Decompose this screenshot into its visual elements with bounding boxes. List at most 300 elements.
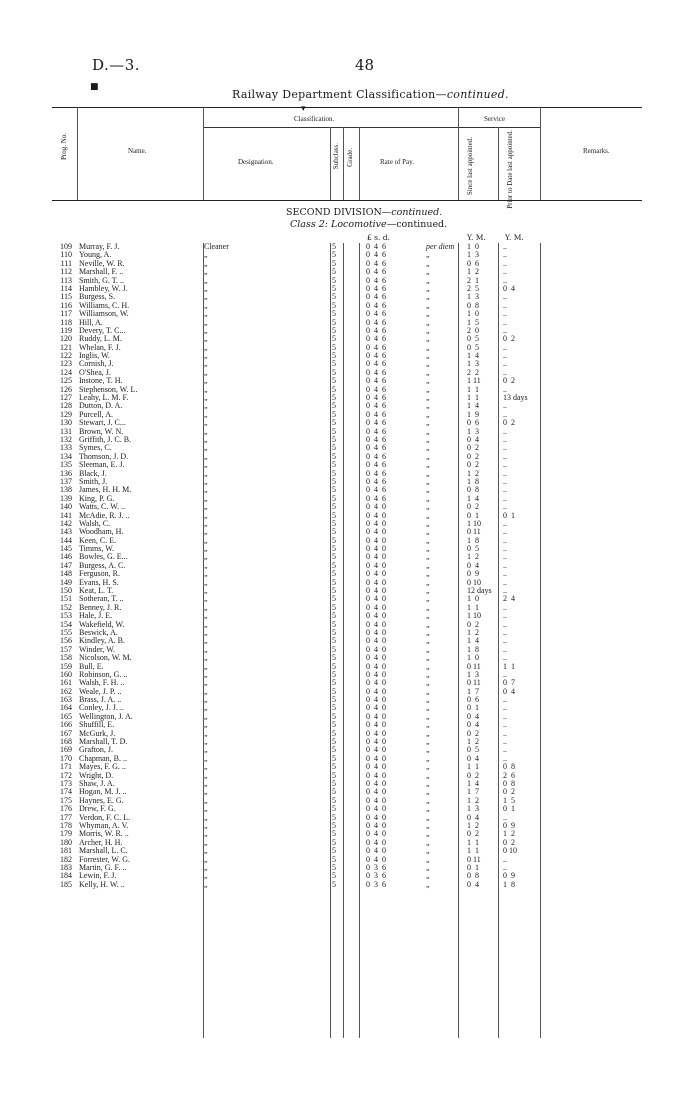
service-prior: 0 4 bbox=[503, 283, 515, 293]
service-prior: .. bbox=[503, 552, 507, 562]
pay-note: „ bbox=[426, 426, 431, 436]
employee-name: Hambley, W. J. bbox=[79, 283, 128, 293]
prog-number: 133 bbox=[60, 443, 72, 453]
service-prior: 0 8 bbox=[503, 762, 515, 772]
prog-number: 157 bbox=[60, 644, 72, 654]
service-since-last: 2 5 bbox=[467, 283, 479, 293]
pay-note: „ bbox=[426, 820, 431, 830]
pay-note: „ bbox=[426, 283, 431, 293]
header-prog-no: Prog. No. bbox=[60, 133, 68, 161]
pay-note: „ bbox=[426, 879, 431, 889]
subclass: 5 bbox=[332, 703, 336, 713]
service-since-last: 1 9 bbox=[467, 409, 479, 419]
prog-number: 152 bbox=[60, 602, 72, 612]
service-since-last: 1 1 bbox=[467, 393, 479, 403]
rate-of-pay: 0 4 6 bbox=[366, 468, 386, 478]
pay-note: „ bbox=[426, 351, 431, 361]
service-prior: .. bbox=[503, 426, 507, 436]
prog-number: 172 bbox=[60, 770, 72, 780]
prog-number: 165 bbox=[60, 711, 72, 721]
rate-of-pay: 0 4 0 bbox=[366, 820, 386, 830]
pay-note: „ bbox=[426, 829, 431, 839]
header-grade: Grade. bbox=[346, 148, 354, 167]
employee-name: Hill, A. bbox=[79, 317, 103, 327]
header-prior-to-date: Prior to Date last appointed. bbox=[506, 130, 514, 209]
rate-of-pay: 0 4 0 bbox=[366, 569, 386, 579]
pay-note: „ bbox=[426, 451, 431, 461]
prog-number: 149 bbox=[60, 577, 72, 587]
subclass: 5 bbox=[332, 594, 336, 604]
subclass: 5 bbox=[332, 451, 336, 461]
subclass: 5 bbox=[332, 275, 336, 285]
service-prior: .. bbox=[503, 644, 507, 654]
header-sep-7 bbox=[498, 127, 499, 200]
service-prior: .. bbox=[503, 544, 507, 554]
prog-number: 162 bbox=[60, 686, 72, 696]
rate-of-pay: 0 4 0 bbox=[366, 502, 386, 512]
service-since-last: 1 2 bbox=[467, 552, 479, 562]
employee-name: Beswick, A. bbox=[79, 627, 118, 637]
pay-note: „ bbox=[426, 325, 431, 335]
employee-name: Keen, C. E. bbox=[79, 535, 117, 545]
designation: „ bbox=[204, 300, 208, 310]
prog-number: 137 bbox=[60, 476, 72, 486]
rate-of-pay: 0 4 6 bbox=[366, 384, 386, 394]
prog-number: 128 bbox=[60, 401, 72, 411]
service-since-last: 2 2 bbox=[467, 367, 479, 377]
service-prior: .. bbox=[503, 309, 507, 319]
designation: „ bbox=[204, 720, 208, 730]
header-service: Service bbox=[484, 115, 505, 123]
prog-number: 176 bbox=[60, 804, 72, 814]
employee-name: Nicolson, W. M. bbox=[79, 653, 132, 663]
designation: „ bbox=[204, 678, 208, 688]
rate-of-pay: 0 3 6 bbox=[366, 862, 386, 872]
pay-note: „ bbox=[426, 250, 431, 260]
rate-of-pay: 0 4 6 bbox=[366, 334, 386, 344]
rate-of-pay: 0 4 6 bbox=[366, 401, 386, 411]
employee-name: Symes, C. bbox=[79, 443, 112, 453]
prog-number: 181 bbox=[60, 846, 72, 856]
employee-name: Dutton, D. A. bbox=[79, 401, 123, 411]
employee-name: Murray, F. J. bbox=[79, 242, 120, 251]
rate-of-pay: 0 4 0 bbox=[366, 770, 386, 780]
designation: „ bbox=[204, 518, 208, 528]
page-number: 48 bbox=[355, 56, 375, 74]
pay-note: „ bbox=[426, 401, 431, 411]
designation: „ bbox=[204, 611, 208, 621]
pay-note: „ bbox=[426, 393, 431, 403]
designation: „ bbox=[204, 644, 208, 654]
designation: „ bbox=[204, 762, 208, 772]
rate-of-pay: 0 4 0 bbox=[366, 812, 386, 822]
service-prior: .. bbox=[503, 267, 507, 277]
employee-name: Inglis, W. bbox=[79, 351, 110, 361]
designation: „ bbox=[204, 577, 208, 587]
pay-note: „ bbox=[426, 460, 431, 470]
header-rate-of-pay: Rate of Pay. bbox=[380, 158, 414, 166]
service-prior: .. bbox=[503, 569, 507, 579]
header-remarks: Remarks. bbox=[583, 147, 610, 155]
rate-of-pay: 0 3 6 bbox=[366, 871, 386, 881]
pay-note: „ bbox=[426, 317, 431, 327]
pay-note: „ bbox=[426, 686, 431, 696]
rate-of-pay: 0 4 0 bbox=[366, 711, 386, 721]
service-since-last: 0 6 bbox=[467, 695, 479, 705]
pay-note: „ bbox=[426, 535, 431, 545]
service-prior: 0 2 bbox=[503, 787, 515, 797]
header-subclass: Subclass. bbox=[332, 143, 340, 170]
designation: „ bbox=[204, 401, 208, 411]
pay-note: „ bbox=[426, 728, 431, 738]
prog-number: 174 bbox=[60, 787, 72, 797]
service-since-last: 0 5 bbox=[467, 745, 479, 755]
service-prior: .. bbox=[503, 502, 507, 512]
service-since-last: 1 8 bbox=[467, 535, 479, 545]
service-since-last: 0 8 bbox=[467, 485, 479, 495]
designation: „ bbox=[204, 602, 208, 612]
prog-number: 119 bbox=[60, 325, 72, 335]
rate-of-pay: 0 4 0 bbox=[366, 586, 386, 596]
subclass: 5 bbox=[332, 661, 336, 671]
designation: „ bbox=[204, 711, 208, 721]
service-prior: .. bbox=[503, 862, 507, 872]
subclass: 5 bbox=[332, 300, 336, 310]
service-since-last: 0 1 bbox=[467, 703, 479, 713]
employee-name: Verdon, F. C. L. bbox=[79, 812, 131, 822]
employee-name: Williamson, W. bbox=[79, 309, 129, 319]
service-prior: 0 1 bbox=[503, 510, 515, 520]
subclass: 5 bbox=[332, 569, 336, 579]
designation: „ bbox=[204, 737, 208, 747]
subclass: 5 bbox=[332, 753, 336, 763]
service-since-last: 0 11 bbox=[467, 661, 481, 671]
subclass: 5 bbox=[332, 283, 336, 293]
employee-name: Benney, J. R. bbox=[79, 602, 122, 612]
subclass: 5 bbox=[332, 468, 336, 478]
service-since-last: 1 1 bbox=[467, 602, 479, 612]
subclass: 5 bbox=[332, 678, 336, 688]
rate-of-pay: 0 4 0 bbox=[366, 745, 386, 755]
designation: „ bbox=[204, 871, 208, 881]
designation: „ bbox=[204, 426, 208, 436]
service-since-last: 1 1 bbox=[467, 384, 479, 394]
service-prior: .. bbox=[503, 258, 507, 268]
prog-number: 166 bbox=[60, 720, 72, 730]
subclass: 5 bbox=[332, 552, 336, 562]
prog-number: 121 bbox=[60, 342, 72, 352]
service-prior: .. bbox=[503, 602, 507, 612]
pay-note: „ bbox=[426, 627, 431, 637]
designation: „ bbox=[204, 418, 208, 428]
subclass: 5 bbox=[332, 804, 336, 814]
subclass: 5 bbox=[332, 653, 336, 663]
pay-note: „ bbox=[426, 594, 431, 604]
subclass: 5 bbox=[332, 292, 336, 302]
employee-name: Bull, E. bbox=[79, 661, 104, 671]
employee-name: Morris, W. R. .. bbox=[79, 829, 129, 839]
designation: „ bbox=[204, 779, 208, 788]
service-prior: .. bbox=[503, 242, 507, 251]
service-since-last: 0 11 bbox=[467, 678, 481, 688]
employee-name: Wakefield, W. bbox=[79, 619, 125, 629]
service-prior: .. bbox=[503, 443, 507, 453]
employee-name: Marshall, T. D. bbox=[79, 737, 128, 747]
pay-note: „ bbox=[426, 678, 431, 688]
header-sep-8 bbox=[540, 107, 541, 200]
pay-note: „ bbox=[426, 359, 431, 369]
prog-number: 175 bbox=[60, 795, 72, 805]
rate-of-pay: 0 4 6 bbox=[366, 342, 386, 352]
service-since-last: 1 8 bbox=[467, 644, 479, 654]
pay-note: „ bbox=[426, 476, 431, 486]
service-prior: .. bbox=[503, 451, 507, 461]
service-prior: .. bbox=[503, 250, 507, 260]
employee-name: Forrester, W. G. bbox=[79, 854, 131, 864]
pay-note: „ bbox=[426, 493, 431, 503]
service-since-last: 1 3 bbox=[467, 804, 479, 814]
employee-name: McGurk, J. bbox=[79, 728, 116, 738]
rate-of-pay: 0 4 0 bbox=[366, 678, 386, 688]
designation: „ bbox=[204, 795, 208, 805]
service-prior: 0 10 bbox=[503, 846, 517, 856]
rate-of-pay: 0 4 0 bbox=[366, 602, 386, 612]
employee-name: Walsh, F. H. .. bbox=[79, 678, 125, 688]
designation: „ bbox=[204, 569, 208, 579]
pay-note: „ bbox=[426, 376, 431, 386]
employee-name: Wellington, J. A. bbox=[79, 711, 133, 721]
pay-note: „ bbox=[426, 552, 431, 562]
rate-of-pay: 0 4 6 bbox=[366, 451, 386, 461]
employee-name: Haynes, E. G. bbox=[79, 795, 124, 805]
rate-of-pay: 0 4 0 bbox=[366, 753, 386, 763]
service-since-last: 0 9 bbox=[467, 569, 479, 579]
section-heading-main: SECOND DIVISION— bbox=[286, 207, 392, 218]
service-prior: 0 7 bbox=[503, 678, 515, 688]
designation: „ bbox=[204, 342, 208, 352]
prog-number: 159 bbox=[60, 661, 72, 671]
rate-of-pay: 0 4 6 bbox=[366, 434, 386, 444]
employee-name: Burgess, S. bbox=[79, 292, 116, 302]
pay-note: „ bbox=[426, 837, 431, 847]
designation: „ bbox=[204, 846, 208, 856]
rate-of-pay: 0 4 6 bbox=[366, 258, 386, 268]
employee-name: Neville, W. R. bbox=[79, 258, 125, 268]
designation: „ bbox=[204, 292, 208, 302]
employee-name: Devery, T. C... bbox=[79, 325, 126, 335]
prog-number: 145 bbox=[60, 544, 72, 554]
employee-name: Whyman, A. V. bbox=[79, 820, 129, 830]
service-prior: 0 1 bbox=[503, 804, 515, 814]
header-sep-3 bbox=[330, 127, 331, 200]
designation: „ bbox=[204, 770, 208, 780]
designation: „ bbox=[204, 334, 208, 344]
rate-of-pay: 0 4 0 bbox=[366, 518, 386, 528]
header-classification: Classification. bbox=[294, 115, 335, 123]
service-since-last: 0 1 bbox=[467, 510, 479, 520]
unit-lsd: £ s. d. bbox=[367, 233, 390, 242]
rate-of-pay: 0 4 6 bbox=[366, 393, 386, 403]
service-since-last: 1 11 bbox=[467, 376, 481, 386]
employee-name: Timms, W. bbox=[79, 544, 115, 554]
service-since-last: 1 2 bbox=[467, 468, 479, 478]
service-prior: 2 4 bbox=[503, 594, 515, 604]
pay-note: „ bbox=[426, 795, 431, 805]
rate-of-pay: 0 4 0 bbox=[366, 644, 386, 654]
service-since-last: 2 0 bbox=[467, 325, 479, 335]
employee-name: Smith, J. bbox=[79, 476, 108, 486]
employee-name: Sleeman, E. J. bbox=[79, 460, 125, 470]
designation: „ bbox=[204, 317, 208, 327]
rate-of-pay: 0 4 6 bbox=[366, 359, 386, 369]
service-prior: .. bbox=[503, 737, 507, 747]
prog-number: 177 bbox=[60, 812, 72, 822]
designation: „ bbox=[204, 393, 208, 403]
designation: „ bbox=[204, 485, 208, 495]
designation: „ bbox=[204, 250, 208, 260]
subclass: 5 bbox=[332, 560, 336, 570]
service-prior: .. bbox=[503, 401, 507, 411]
subclass: 5 bbox=[332, 577, 336, 587]
service-since-last: 1 7 bbox=[467, 686, 479, 696]
designation: „ bbox=[204, 544, 208, 554]
rate-of-pay: 0 4 0 bbox=[366, 837, 386, 847]
subclass: 5 bbox=[332, 544, 336, 554]
prog-number: 147 bbox=[60, 560, 72, 570]
employee-name: Brass, J. A. .. bbox=[79, 695, 122, 705]
title-main: Railway Department Classification— bbox=[232, 88, 447, 101]
prog-number: 113 bbox=[60, 275, 72, 285]
header-top-rule bbox=[52, 107, 642, 108]
service-prior: .. bbox=[503, 493, 507, 503]
employee-name: Kelly, H. W. .. bbox=[79, 879, 125, 889]
prog-number: 179 bbox=[60, 829, 72, 839]
subclass: 5 bbox=[332, 795, 336, 805]
service-since-last: 0 11 bbox=[467, 527, 481, 537]
designation: „ bbox=[204, 527, 208, 537]
pay-note: „ bbox=[426, 502, 431, 512]
rate-of-pay: 0 4 0 bbox=[366, 846, 386, 856]
subclass: 5 bbox=[332, 812, 336, 822]
table-row bbox=[0, 310, 700, 318]
rate-of-pay: 0 4 6 bbox=[366, 300, 386, 310]
designation: „ bbox=[204, 653, 208, 663]
employee-name: Shaw, J. A. bbox=[79, 779, 115, 788]
service-prior: .. bbox=[503, 384, 507, 394]
pay-note: „ bbox=[426, 770, 431, 780]
employee-name: Black, J. bbox=[79, 468, 107, 478]
service-since-last: 0 2 bbox=[467, 619, 479, 629]
designation: „ bbox=[204, 661, 208, 671]
subclass: 5 bbox=[332, 426, 336, 436]
pay-note: „ bbox=[426, 292, 431, 302]
employee-name: Leahy, L. M. F. bbox=[79, 393, 129, 403]
prog-number: 110 bbox=[60, 250, 72, 260]
employee-name: Shuffill, E. bbox=[79, 720, 115, 730]
service-since-last: 1 4 bbox=[467, 401, 479, 411]
rate-of-pay: 0 4 6 bbox=[366, 376, 386, 386]
prog-number: 182 bbox=[60, 854, 72, 864]
prog-number: 125 bbox=[60, 376, 72, 386]
prog-number: 134 bbox=[60, 451, 72, 461]
rate-of-pay: 0 4 6 bbox=[366, 325, 386, 335]
designation: „ bbox=[204, 283, 208, 293]
service-prior: 0 9 bbox=[503, 871, 515, 881]
prog-number: 136 bbox=[60, 468, 72, 478]
designation: „ bbox=[204, 476, 208, 486]
pay-note: „ bbox=[426, 695, 431, 705]
pay-note: „ bbox=[426, 518, 431, 528]
rate-of-pay: 0 4 0 bbox=[366, 804, 386, 814]
service-since-last: 0 6 bbox=[467, 418, 479, 428]
service-since-last: 1 2 bbox=[467, 267, 479, 277]
pay-note: „ bbox=[426, 804, 431, 814]
service-since-last: 1 1 bbox=[467, 837, 479, 847]
subclass: 5 bbox=[332, 250, 336, 260]
service-since-last: 0 2 bbox=[467, 443, 479, 453]
pay-note: „ bbox=[426, 753, 431, 763]
rate-of-pay: 0 4 6 bbox=[366, 275, 386, 285]
pay-note: „ bbox=[426, 661, 431, 671]
subclass: 5 bbox=[332, 384, 336, 394]
rate-of-pay: 0 4 0 bbox=[366, 669, 386, 679]
service-prior: .. bbox=[503, 703, 507, 713]
employee-name: Wright, D. bbox=[79, 770, 114, 780]
designation: „ bbox=[204, 325, 208, 335]
service-since-last: 0 4 bbox=[467, 434, 479, 444]
service-since-last: 0 2 bbox=[467, 460, 479, 470]
service-prior: .. bbox=[503, 292, 507, 302]
employee-name: Ruddy, L. M. bbox=[79, 334, 122, 344]
prog-number: 129 bbox=[60, 409, 72, 419]
prog-number: 139 bbox=[60, 493, 72, 503]
subclass: 5 bbox=[332, 879, 336, 889]
designation: „ bbox=[204, 745, 208, 755]
service-prior: 0 2 bbox=[503, 376, 515, 386]
service-since-last: 0 4 bbox=[467, 753, 479, 763]
prog-number: 153 bbox=[60, 611, 72, 621]
designation: „ bbox=[204, 837, 208, 847]
pay-note: „ bbox=[426, 602, 431, 612]
pay-note: „ bbox=[426, 510, 431, 520]
rate-of-pay: 0 4 6 bbox=[366, 426, 386, 436]
service-prior: .. bbox=[503, 728, 507, 738]
service-since-last: 1 0 bbox=[467, 309, 479, 319]
rate-of-pay: 0 4 6 bbox=[366, 317, 386, 327]
service-since-last: 1 3 bbox=[467, 426, 479, 436]
pay-note: „ bbox=[426, 443, 431, 453]
service-since-last: 0 2 bbox=[467, 829, 479, 839]
rate-of-pay: 0 4 0 bbox=[366, 686, 386, 696]
service-prior: .. bbox=[503, 619, 507, 629]
pay-note: „ bbox=[426, 586, 431, 596]
service-since-last: 1 8 bbox=[467, 476, 479, 486]
service-since-last: 0 4 bbox=[467, 711, 479, 721]
employee-name: Walsh, C. bbox=[79, 518, 111, 528]
designation: „ bbox=[204, 434, 208, 444]
rate-of-pay: 0 4 6 bbox=[366, 242, 386, 251]
service-since-last: 0 6 bbox=[467, 258, 479, 268]
pay-note: „ bbox=[426, 871, 431, 881]
service-prior: .. bbox=[503, 535, 507, 545]
subclass: 5 bbox=[332, 393, 336, 403]
pay-note: „ bbox=[426, 367, 431, 377]
service-prior: .. bbox=[503, 854, 507, 864]
service-since-last: 0 5 bbox=[467, 544, 479, 554]
service-prior: 1 5 bbox=[503, 795, 515, 805]
service-since-last: 1 2 bbox=[467, 795, 479, 805]
tick-mark: ▾ bbox=[301, 104, 306, 114]
